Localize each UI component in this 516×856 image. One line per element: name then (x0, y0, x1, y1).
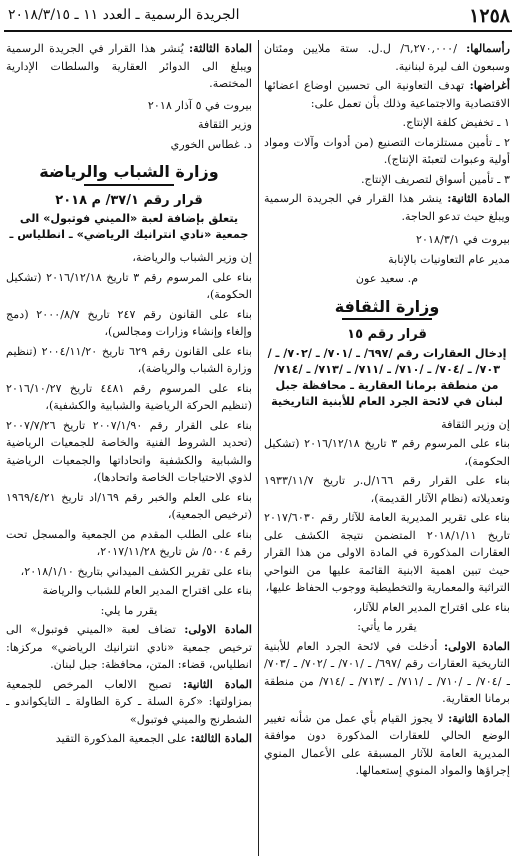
signatory-title: مدير عام التعاونيات بالإنابة (388, 252, 510, 266)
capital-label: رأسمالها: (466, 41, 510, 55)
article-text: تصبح الالعاب المرخص للجمعية بمزاولتها: «كرة السلة ـ كرة الطاولة ـ التايكواندو ـ الشطرنج والميني فوتبول» (6, 677, 252, 726)
consideration: بناء على الطلب المقدم من الجمعية والمسجل تحت رقم ٥٠٠٤/ ش تاريخ ٢٠١٧/١١/٢٨، (6, 527, 252, 558)
decision-number: قرار رقم ١٥ (347, 327, 427, 342)
article-2 (264, 710, 510, 780)
consideration: بناء على تقرير الكشف الميداني بتاريخ ٢٠١٨/١/١٠، (20, 564, 252, 578)
consideration: بناء على المرسوم رقم ٣ تاريخ ٢٠١٦/١٢/١٨ (تشكيل الحكومة)، (6, 270, 252, 301)
article-3 (6, 40, 252, 93)
decides-line: يقرر ما يأتي: (357, 620, 417, 633)
signatory-title: وزير الثقافة (198, 118, 252, 131)
article-3 (6, 730, 252, 748)
goal-item: ١ ـ تخفيض كلفة الإنتاج. (402, 116, 510, 129)
consideration: بناء على اقتراح المدير العام للشباب والرياضة (42, 584, 252, 597)
decision-subject: إدخال العقارات رقم /٦٩٧/ ـ /٧٠١/ ـ /٧٠٢/ ـ /٧٠٣/ ـ /٧٠٤/ ـ /٧١٠/ ـ /٧١١/ ـ /٧١٣/ ـ /٧١٤/ من منطقة برمانا العقارية ـ محافظة جبل لبنان في لائحة الجرد العام للأبنية التاريخية (267, 346, 507, 408)
page-header (0, 3, 516, 33)
article-label: المادة الثالثة: (188, 41, 252, 55)
purposes-label: أغراضها: (469, 78, 510, 92)
purposes-paragraph (264, 77, 510, 112)
decision-intro: إن وزير الثقافة (441, 417, 510, 431)
capital-paragraph (264, 40, 510, 75)
place-date: بيروت في ٥ آذار ٢٠١٨ (147, 98, 252, 112)
ministry-heading: وزارة الشباب والرياضة (6, 163, 252, 186)
consideration: بناء على القرار رقم ١٦٦/ل.ر تاريخ ١٩٣٣/١١/٧ وتعديلاته (نظام الآثار القديمة)، (264, 474, 510, 505)
article-label: المادة الثانية: (183, 676, 252, 691)
consideration: بناء على المرسوم رقم ٤٤٨١ تاريخ ٢٠١٦/١٠/٢٧ (تنظيم الحركة الرياضية والشبابية والكشفية)، (6, 381, 252, 412)
left-column (6, 40, 252, 856)
article-label: المادة الاولى: (184, 622, 252, 636)
decision-intro: إن وزير الشباب والرياضة، (132, 251, 252, 264)
purposes-text: تهدف التعاونية الى تحسين اوضاع اعضائها الاقتصادية والاجتماعية وذلك بأن تعمل على: (264, 79, 510, 110)
article-text: يُنشر هذا القرار في الجريدة الرسمية ويبلغ الى الدوائر العقارية والسلطات الإدارية المختصة. (6, 42, 252, 90)
article-text: ينشر هذا القرار في الجريدة الرسمية ويبلغ حيث تدعو الحاجة. (264, 192, 510, 223)
article-text: على الجمعية المذكورة التقيد (55, 732, 191, 745)
consideration: بناء على المرسوم رقم ٣ تاريخ ٢٠١٦/١٢/١٨ (تشكيل الحكومة)، (264, 437, 510, 468)
capital-text: /٦,٢٧٠,٠٠٠/ ل.ل. ستة ملايين ومئتان وسبعون الف ليرة لبنانية. (264, 42, 510, 73)
decision-subject: يتعلق بإضافة لعبة «الميني فوتبول» الى جمعية «نادي انترانيك الرياضي» ـ انطلياس ـ (9, 212, 249, 241)
consideration: بناء على القانون رقم ٢٤٧ تاريخ ٢٠٠٠/٨/٧ (دمج وإلغاء وإنشاء وزارات ومجالس)، (6, 307, 252, 338)
place-date: بيروت في ٢٠١٨/٣/١ (416, 233, 510, 246)
article-2 (6, 676, 252, 729)
article-1 (6, 621, 252, 674)
article-label: المادة الثانية: (447, 191, 510, 205)
signatory-name: م. سعيد عون (355, 272, 419, 285)
goal-item: ٣ ـ تأمين أسواق لتصريف الإنتاج. (360, 172, 510, 186)
article-text: لا يجوز القيام بأي عمل من شأنه تغيير الوضع الحالي للعقارات المذكورة دون موافقة المديرية العامة للآثار المسبقة على الأعمال المنوي إجراؤها والمواد المنوي إستعمالها. (264, 711, 510, 777)
consideration: بناء على تقرير المديرية العامة للآثار رقم ٢٠١٧/٦٠٣٠ تاريخ ٢٠١٨/١/١١ المتضمن نتيجة الكشف على العقارات المذكورة في المادة الاولى من هذا القرار حيث تبين اهمية الابنية القائمة عليها من النواحي التراثية والمعمارية والتخطيطية ووجوب الحفاظ عليها، (264, 511, 510, 594)
article-label: المادة الثانية: (448, 710, 510, 725)
ministry-heading: وزارة الثقافة (264, 298, 510, 321)
article-text: أدخلت في لائحة الجرد العام للأبنية التاريخية العقارات رقم /٦٩٧/ ـ /٧٠١/ ـ /٧٠٢/ ـ /٧٠٣/ ـ /٧٠٤/ ـ /٧١٠/ ـ /٧١١/ ـ /٧١٣/ ـ /٧١٤/ من منطقة برمانا العقارية. (264, 639, 510, 705)
goal-item: ٢ ـ تأمين مستلزمات التصنيع (من أدوات وآلات ومواد أولية وعبوات لتعبئة الإنتاج). (264, 135, 510, 166)
right-column (264, 40, 510, 856)
decides-line: يقرر ما يلي: (100, 603, 158, 617)
article-1 (264, 638, 510, 708)
consideration: بناء على العلم والخبر رقم ١٦٩/اد تاريخ ١٩٦٩/٤/٢١ (ترخيص الجمعية)، (6, 490, 252, 521)
consideration: بناء على اقتراح المدير العام للآثار، (353, 600, 510, 614)
column-divider (258, 40, 259, 856)
article-label: المادة الاولى: (444, 638, 510, 653)
gazette-title: الجريدة الرسمية ـ العدد ١١ ـ ٢٠١٨/٣/١٥ (8, 7, 240, 23)
article-2 (264, 190, 510, 225)
page-number: ١٢٥٨ (469, 5, 510, 27)
decision-number: قرار رقم ٣٧/١/ م ٢٠١٨ (55, 192, 203, 208)
consideration: بناء على القانون رقم ٦٢٩ تاريخ ٢٠٠٤/١١/٢٠ (تنظيم وزارة الشباب والرياضة)، (6, 344, 252, 375)
consideration: بناء على القرار رقم ٢٠٠٧/١/٩٠ تاريخ ٢٠٠٧/٧/٢٦ (تحديد الشروط الفنية والخاصة للجمعيات الرياضية والشبابية والكشفية واتحاداتها والجمعيات الرياضية لذوي الاحتياجات الخاصة واتحادها)، (6, 418, 252, 484)
signatory-name: د. غطاس الخوري (170, 137, 252, 151)
header-rule (4, 30, 512, 32)
article-label: المادة الثالثة: (190, 731, 252, 745)
article-text: تضاف لعبة «الميني فوتبول» الى ترخيص جمعية «نادي انترانيك الرياضي» مركزها: انطلياس، قضاء: المتن، محافظة: جبل لبنان. (6, 623, 252, 671)
